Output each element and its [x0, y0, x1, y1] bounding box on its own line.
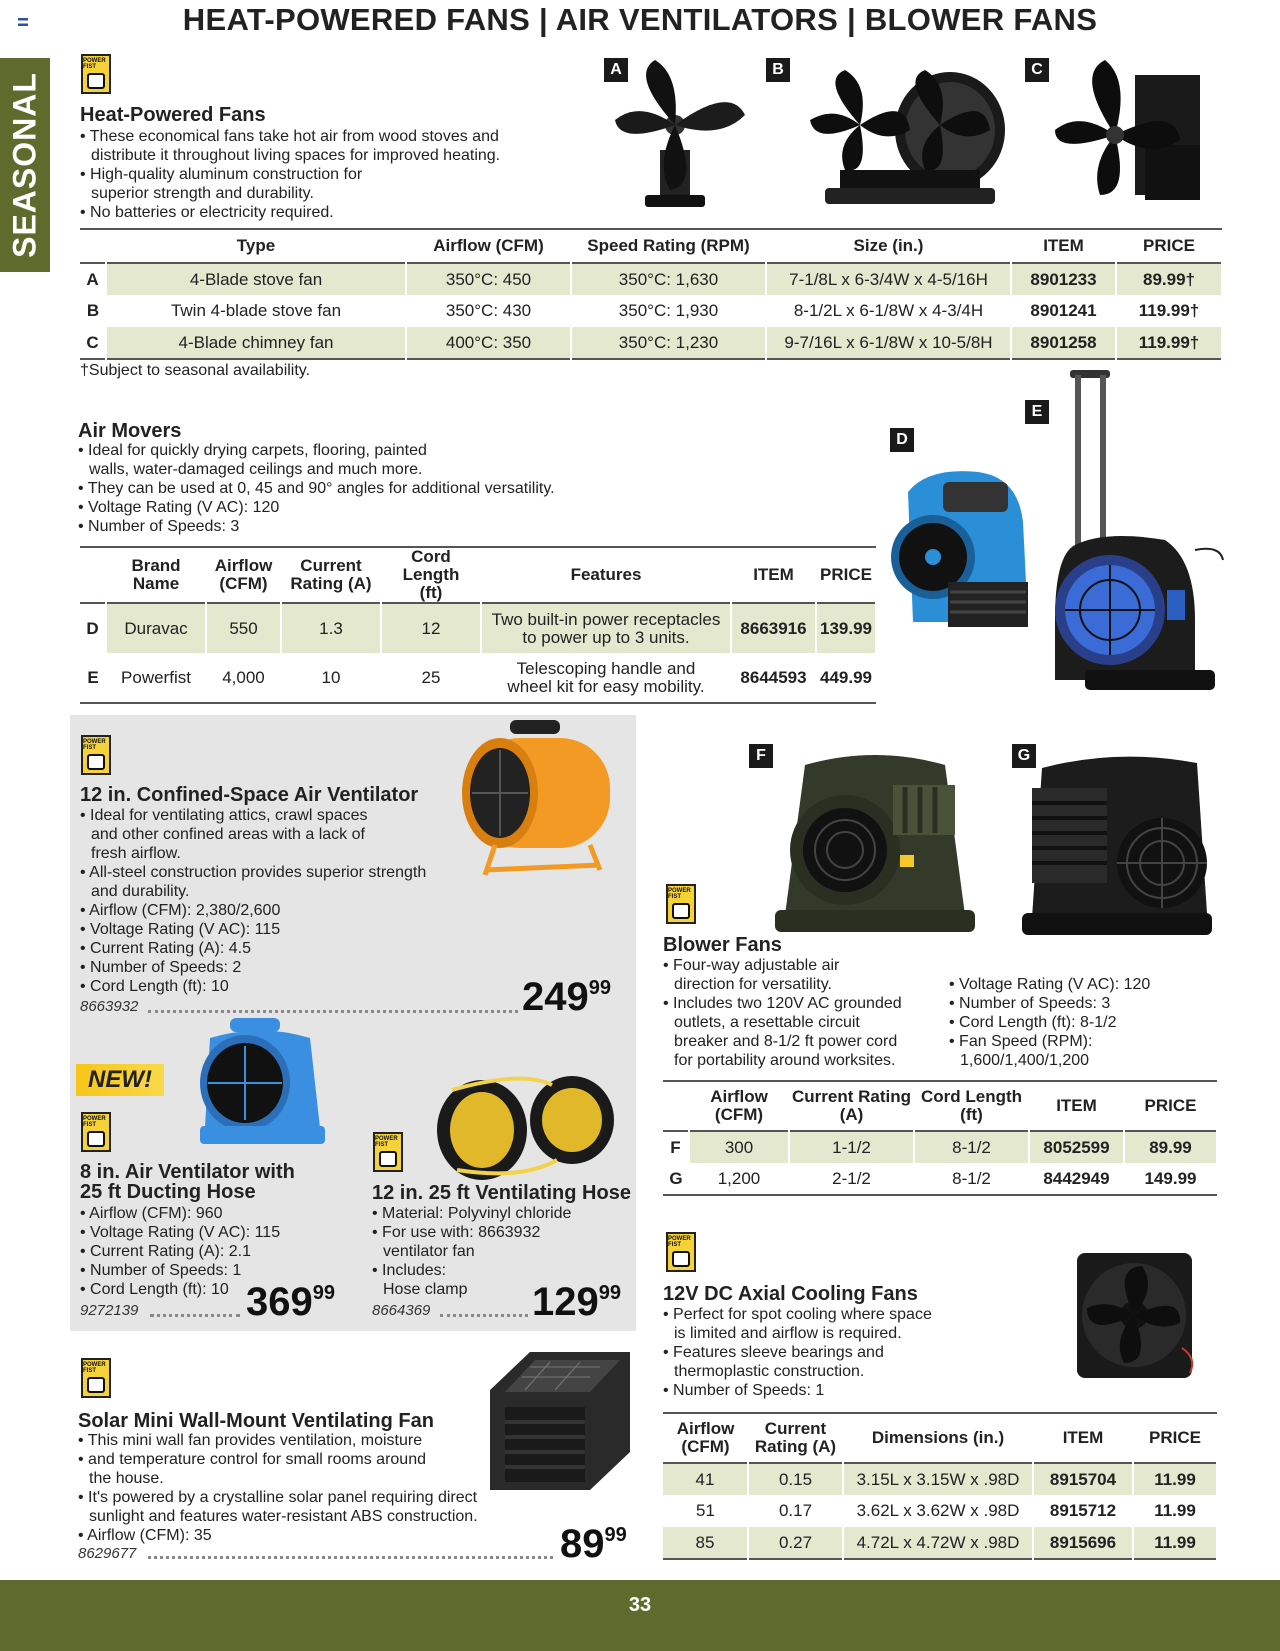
air-movers-table: Brand Name Airflow (CFM) Current Rating (A) Cord Length (ft) Features ITEM PRICE D Duravac 550 1.3 12 Two built-in power receptacles to power up to 3 units. 8663916 139.99 E Powerfist 4,000 10 25 Telescoping handle and wheel kit for easy mobility. 8644593 449.99	[80, 546, 877, 704]
photo-label-f: F	[749, 744, 773, 768]
col-header: Speed Rating (RPM)	[587, 236, 750, 255]
twin-stove-fan-image[interactable]	[800, 60, 1020, 215]
col-header: PRICE	[1143, 236, 1195, 255]
power-fist-logo-icon: POWER FIST	[666, 884, 696, 924]
col-header: Type	[236, 236, 276, 255]
col-header: Size (in.)	[853, 236, 924, 255]
table-row: A 4-Blade stove fan 350°C: 450 350°C: 1,630 7-1/8L x 6-3/4W x 4-5/16H 8901233 89.99†	[80, 263, 1222, 295]
cooling-fans-table: Airflow (CFM) Current Rating (A) Dimensions (in.) ITEM PRICE 41 0.15 3.15L x 3.15W x .98D 8915704 11.99 51 0.17 3.62L x 3.62W x .98D 8915712 11.99 85 0.27 4.72L x 4.72W x .98D 8915696 11.99	[663, 1412, 1218, 1560]
ventilating-hose-image[interactable]	[432, 1070, 617, 1185]
power-fist-logo-icon: POWER FIST	[81, 735, 111, 775]
hose-title: 12 in. 25 ft Ventilating Hose	[372, 1182, 631, 1204]
axial-cooling-fan-image[interactable]	[1072, 1248, 1202, 1388]
orange-ventilator-image[interactable]	[450, 720, 630, 880]
ventilator-8-sku: 9272139	[80, 1302, 139, 1319]
leader-dots	[148, 1010, 518, 1013]
table-row: 41 0.15 3.15L x 3.15W x .98D 8915704 11.99	[663, 1463, 1217, 1495]
table-row: C 4-Blade chimney fan 400°C: 350 350°C: 1,230 9-7/16L x 6-1/8W x 10-5/8H 8901258 119.99†	[80, 327, 1222, 359]
ventilator-12-price: $249^{99}$	[522, 975, 611, 1019]
heat-fans-title: Heat-Powered Fans	[80, 104, 266, 126]
ventilator-8-bullets: • Airflow (CFM): 960 • Voltage Rating (V AC): 115 • Current Rating (A): 2.1 • Number of Speeds: 1 • Cord Length (ft): 10	[80, 1204, 340, 1299]
new-badge: NEW!	[76, 1064, 164, 1096]
table-row: G 1,200 2-1/2 8-1/2 8442949 149.99	[663, 1163, 1217, 1195]
solar-wall-fan-image[interactable]	[490, 1352, 635, 1492]
blower-fans-title: Blower Fans	[663, 934, 782, 956]
solar-fan-bullets: • This mini wall fan provides ventilation, moisture • and temperature control for small rooms around the house. • It's powered by a crystalline solar panel requiring direct sunlight and features water-resistant ABS construction. • Airflow (CFM): 35	[78, 1431, 558, 1545]
blower-fans-bullets-right: • Voltage Rating (V AC): 120 • Number of Speeds: 3 • Cord Length (ft): 8-1/2 • Fan Speed (RPM): 1,600/1,400/1,200	[949, 975, 1209, 1070]
col-header: ITEM	[1043, 236, 1084, 255]
photo-label-e: E	[1025, 400, 1049, 424]
hose-price: $129^{99}$	[532, 1280, 621, 1324]
ventilator-12-title: 12 in. Confined-Space Air Ventilator	[80, 784, 419, 806]
side-tab[interactable]	[0, 58, 50, 272]
chimney-fan-image[interactable]	[1055, 55, 1205, 210]
leader-dots	[440, 1314, 528, 1317]
green-blower-fan-image[interactable]	[775, 745, 975, 940]
cooling-fans-bullets: • Perfect for spot cooling where space is limited and airflow is required. • Features sleeve bearings and thermoplastic construction. • Number of Speeds: 1	[663, 1305, 1003, 1400]
power-fist-logo-icon: POWER FIST	[373, 1132, 403, 1172]
table-row: E Powerfist 4,000 10 25 Telescoping handle and wheel kit for easy mobility. 8644593 449.99	[80, 653, 876, 703]
heat-fans-bullets: • These economical fans take hot air from wood stoves and distribute it throughout living spaces for improved heating. • High-quality aluminum construction for superior strength and durability. • No batteries or electricity required.	[80, 127, 600, 222]
col-header: Airflow (CFM)	[433, 236, 544, 255]
ventilator-8-title: 8 in. Air Ventilator with 25 ft Ducting Hose	[80, 1161, 295, 1203]
duravac-air-mover-image[interactable]	[888, 462, 1038, 632]
page-footer	[0, 1580, 1280, 1651]
table-row: 85 0.27 4.72L x 4.72W x .98D 8915696 11.99	[663, 1527, 1217, 1559]
blower-fans-bullets-left: • Four-way adjustable air direction for versatility. • Includes two 120V AC grounded outlets, a resettable circuit breaker and 8-1/2 ft power cord for portability around worksites.	[663, 956, 943, 1070]
page-number: 33	[628, 1594, 652, 1616]
page-title: HEAT-POWERED FANS | AIR VENTILATORS | BLOWER FANS	[182, 2, 1098, 37]
table-row: B Twin 4-blade stove fan 350°C: 430 350°C: 1,930 8-1/2L x 6-1/8W x 4-3/4H 8901241 119.99†	[80, 295, 1222, 327]
stove-fan-image[interactable]	[610, 55, 760, 215]
photo-label-g: G	[1012, 744, 1036, 768]
power-fist-logo-icon: POWER FIST	[81, 1112, 111, 1152]
power-fist-logo-icon: POWER FIST	[81, 54, 111, 94]
blower-fans-table: Airflow (CFM) Current Rating (A) Cord Length (ft) ITEM PRICE F 300 1-1/2 8-1/2 8052599 89.99 G 1,200 2-1/2 8-1/2 8442949 149.99	[663, 1080, 1218, 1196]
solar-fan-title: Solar Mini Wall-Mount Ventilating Fan	[78, 1410, 434, 1432]
leader-dots	[150, 1314, 240, 1317]
cooling-fans-title: 12V DC Axial Cooling Fans	[663, 1283, 918, 1305]
ventilator-12-sku: 8663932	[80, 998, 139, 1015]
table-row: 51 0.17 3.62L x 3.62W x .98D 8915712 11.99	[696, 1501, 1196, 1520]
solar-fan-price: $89^{99}$	[560, 1522, 627, 1566]
ventilator-8-price: $369^{99}$	[246, 1280, 335, 1324]
air-movers-bullets: • Ideal for quickly drying carpets, flooring, painted walls, water-damaged ceilings and much more. • They can be used at 0, 45 and 90° angles for additional versatility. • Voltage Rating (V AC): 120 • Number of Speeds: 3	[78, 441, 678, 536]
photo-label-d: D	[890, 428, 914, 452]
air-movers-title: Air Movers	[78, 420, 182, 442]
power-fist-logo-icon: POWER FIST	[666, 1232, 696, 1272]
photo-label-a: A	[604, 58, 628, 82]
table-row: F 300 1-1/2 8-1/2 8052599 89.99	[663, 1131, 1217, 1163]
seasonal-footnote: †Subject to seasonal availability.	[80, 362, 311, 379]
powerfist-air-mover-image[interactable]	[1045, 370, 1225, 700]
hose-sku: 8664369	[372, 1302, 431, 1319]
black-blower-fan-image[interactable]	[1022, 748, 1212, 943]
side-tab-label: SEASONAL	[6, 72, 43, 258]
table-row: D Duravac 550 1.3 12 Two built-in power receptacles to power up to 3 units. 8663916 139.99	[80, 603, 876, 653]
hose-bullets: • Material: Polyvinyl chloride • For use with: 8663932 ventilator fan • Includes: Hose clamp	[372, 1204, 612, 1299]
ventilator-12-bullets: • Ideal for ventilating attics, crawl spaces and other confined areas with a lack of fresh airflow. • All-steel construction provides superior strength and durability. • Airflow (CFM): 2,380/2,600 • Voltage Rating (V AC): 115 • Current Rating (A): 4.5 • Number of Speeds: 2 • Cord Length (ft): 10	[80, 806, 500, 996]
power-fist-logo-icon: POWER FIST	[81, 1358, 111, 1398]
photo-label-b: B	[766, 58, 790, 82]
flag-icon	[18, 18, 28, 26]
blue-ventilator-image[interactable]	[190, 1018, 330, 1153]
photo-label-c: C	[1025, 58, 1049, 82]
solar-fan-sku: 8629677	[78, 1545, 137, 1562]
heat-fans-table	[80, 228, 1223, 360]
leader-dots	[148, 1556, 553, 1559]
